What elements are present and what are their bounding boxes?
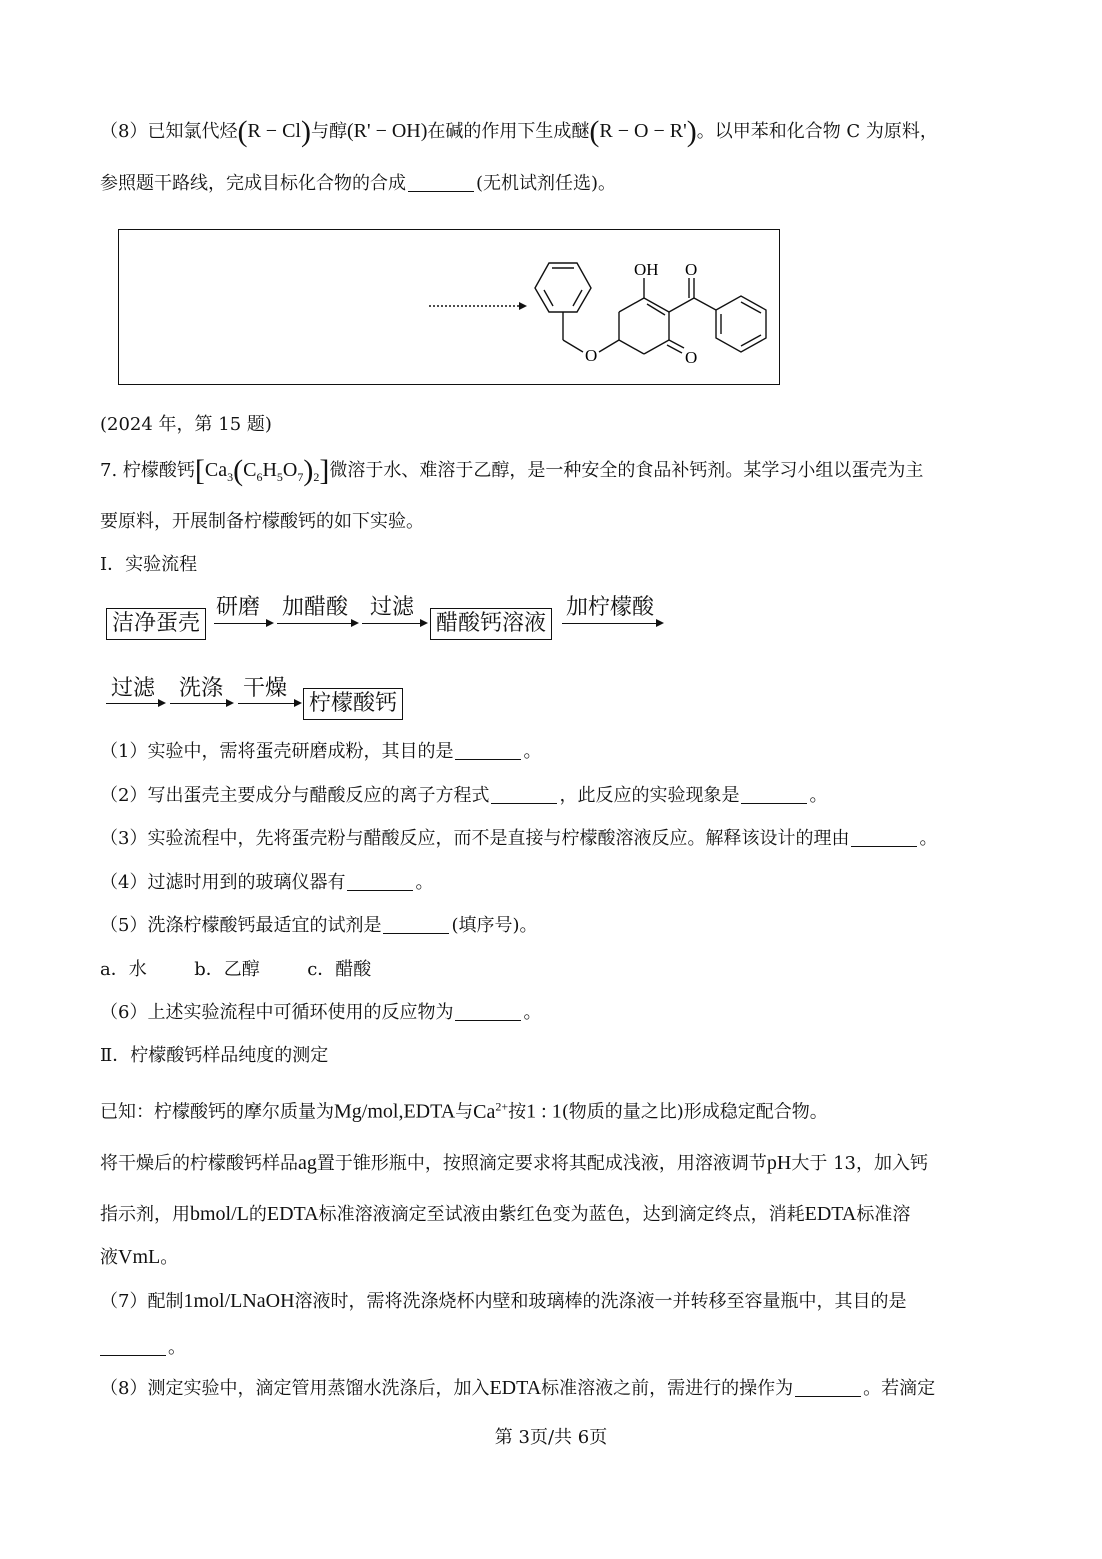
answer-blank[interactable] (491, 785, 557, 804)
flow-box-clean-eggshell: 洁净蛋壳 (106, 608, 206, 640)
flow-arrow (214, 623, 272, 624)
answer-blank[interactable] (455, 741, 521, 760)
flow-arrow (106, 703, 164, 704)
section2-title: Ⅱ．柠檬酸钙样品纯度的测定 (100, 1045, 329, 1066)
formula-rcl: R − Cl (247, 120, 301, 142)
flow-step-filter2: 过滤 (111, 676, 156, 701)
flow-arrow (170, 703, 232, 704)
procedure-line2: 指示剂，用bmol/L的EDTA标准溶液滴定至试液由紫红色变为蓝色，达到滴定终点，消耗EDTA标准溶 (100, 1203, 911, 1225)
q7-sub7: （7）配制1mol/LNaOH溶液时，需将洗涤烧杯内壁和玻璃棒的洗涤液一并转移至容量瓶中，其目的是 (100, 1290, 907, 1312)
flow-arrow (238, 703, 300, 704)
flow-box-calcium-acetate: 醋酸钙溶液 (430, 608, 552, 640)
flow-arrow (362, 623, 426, 624)
q7-sub6: （6）上述实验流程中可循环使用的反应物为 。 (100, 1002, 542, 1023)
q8-line1: （8）已知氯代烃(R − Cl)与醇(R' − OH)在碱的作用下生成醚(R − O − R')。以甲苯和化合物 C 为原料， (100, 115, 938, 148)
answer-blank[interactable] (741, 785, 807, 804)
q7-sub4: （4）过滤时用到的玻璃仪器有 。 (100, 872, 434, 893)
q7-sub3: （3）实验流程中，先将蛋壳粉与醋酸反应，而不是直接与柠檬酸溶液反应。解释该设计的理由 。 (100, 828, 938, 849)
q7-intro-line2: 要原料，开展制备柠檬酸钙的如下实验。 (100, 511, 424, 532)
q7-sub8: （8）测定实验中，滴定管用蒸馏水洗涤后，加入EDTA标准溶液之前，需进行的操作为 。若滴定 (100, 1377, 936, 1399)
o-top-label: O (685, 260, 698, 279)
flow-arrow (277, 623, 357, 624)
answer-blank[interactable] (347, 872, 413, 891)
flow-step-grind: 研磨 (216, 595, 261, 620)
answer-blank[interactable] (383, 915, 449, 934)
q7-sub1: （1）实验中，需将蛋壳研磨成粉，其目的是 。 (100, 741, 542, 762)
formula-ror: R − O − R' (599, 120, 687, 142)
page-footer: 第 3页/共 6页 (494, 1427, 608, 1448)
q8-line2: 参照题干路线，完成目标化合物的合成 (无机试剂任选)。 (100, 173, 617, 194)
section1-title: Ⅰ．实验流程 (100, 554, 198, 575)
flow-step-add-acetic: 加醋酸 (282, 595, 349, 620)
flow-arrow (562, 623, 662, 624)
q7-sub5: （5）洗涤柠檬酸钙最适宜的试剂是 (填序号)。 (100, 915, 538, 936)
known-line: 已知：柠檬酸钙的摩尔质量为Mg/mol,EDTA与$Ca^{2+}$按1 : 1(物质的量之比)形成稳定配合物。 (100, 1099, 828, 1123)
option-a[interactable]: a．水 (100, 959, 147, 980)
answer-blank[interactable] (455, 1002, 521, 1021)
flow-step-dry: 干燥 (243, 676, 288, 701)
procedure-line1: 将干燥后的柠檬酸钙样品ag置于锥形瓶中，按照滴定要求将其配成浅液，用溶液调节pH大于 13，加入钙 (100, 1152, 928, 1174)
formula-calcium-citrate: $Ca_3(C_6H_5O_7)_2$ (204, 454, 320, 487)
answer-blank[interactable] (408, 173, 474, 192)
synthesis-answer-box (118, 229, 780, 385)
q7-sub7-line2: 。 (100, 1336, 186, 1360)
target-compound-structure (119, 230, 779, 384)
answer-blank[interactable] (100, 1337, 166, 1356)
q7-sub2: （2）写出蛋壳主要成分与醋酸反应的离子方程式 ，此反应的实验现象是 。 (100, 785, 828, 806)
option-b[interactable]: b．乙醇 (194, 959, 260, 980)
flow-step-wash: 洗涤 (179, 676, 224, 701)
oh-label: OH (634, 260, 659, 279)
option-c[interactable]: c．醋酸 (307, 959, 372, 980)
procedure-line3: 液VmL。 (100, 1246, 179, 1268)
q7-options (100, 958, 371, 982)
flow-box-calcium-citrate: 柠檬酸钙 (303, 688, 403, 720)
formula-roh: (R' − OH) (346, 120, 428, 142)
o-bottom-label: O (685, 348, 698, 367)
q7-intro: 7. 柠檬酸钙$[Ca_3(C_6H_5O_7)_2]$微溶于水、难溶于乙醇，是一种安全的食品补钙剂。某学习小组以蛋壳为主 (100, 454, 924, 487)
source-note: (2024 年，第 15 题) (100, 414, 272, 435)
flow-step-add-citric: 加柠檬酸 (566, 595, 655, 620)
o-ether-label: O (585, 346, 598, 365)
answer-blank[interactable] (795, 1378, 861, 1397)
answer-blank[interactable] (851, 828, 917, 847)
flow-step-filter: 过滤 (370, 595, 415, 620)
